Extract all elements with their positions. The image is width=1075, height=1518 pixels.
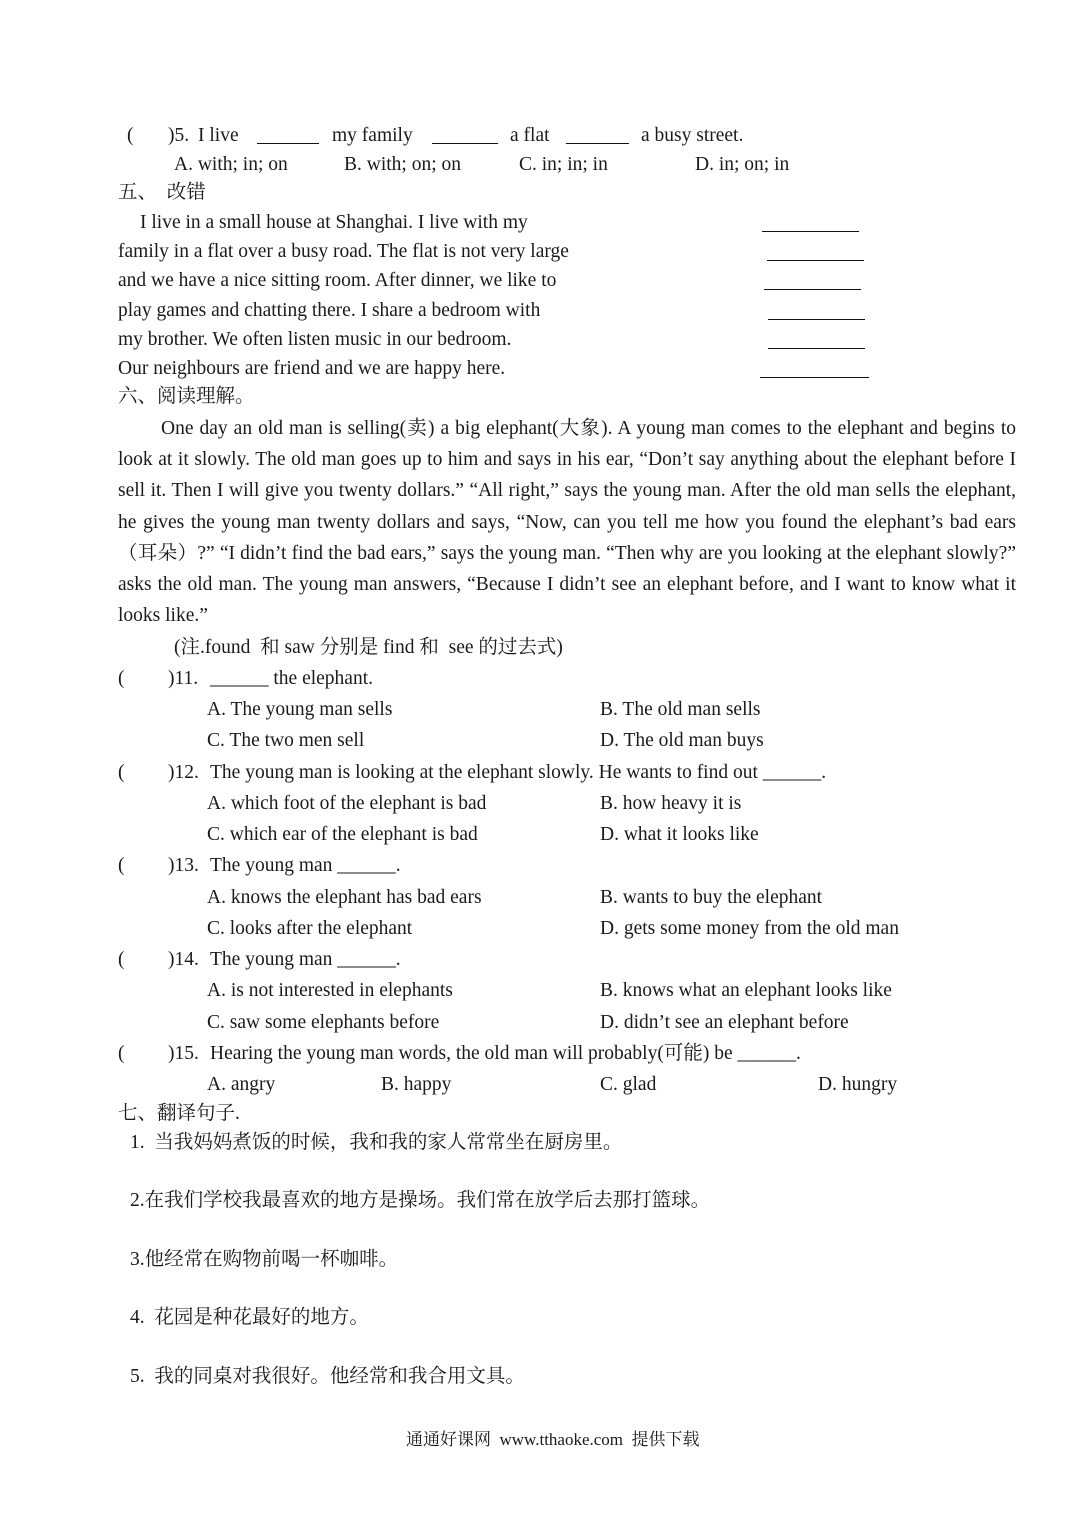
correction-line-6: Our neighbours are friend and we are happy here. <box>118 358 506 379</box>
q15-option-d: D. hungry <box>818 1074 898 1095</box>
q11-option-b: B. The old man sells <box>600 699 761 720</box>
q12-option-b: B. how heavy it is <box>600 793 742 814</box>
q11-stem: ______ the elephant. <box>210 668 373 689</box>
q5-text-3: a flat <box>510 125 550 146</box>
correction-line-3: and we have a nice sitting room. After dinner, we like to <box>118 270 557 291</box>
q5-blank-1[interactable] <box>257 143 319 144</box>
q12-number: )12. <box>168 762 199 783</box>
correction-line-2: family in a flat over a busy road. The flat is not very large <box>118 241 569 262</box>
section5-title: 五、 改错 <box>118 182 206 203</box>
answer-blank-2[interactable] <box>767 260 864 261</box>
q12-option-c: C. which ear of the elephant is bad <box>207 824 478 845</box>
answer-blank-3[interactable] <box>764 289 861 290</box>
q14-paren: ( <box>118 949 125 970</box>
correction-line-5: my brother. We often listen music in our bedroom. <box>118 329 512 350</box>
q5-option-b: B. with; on; on <box>344 154 462 175</box>
q12-option-a: A. which foot of the elephant is bad <box>207 793 487 814</box>
q11-option-c: C. The two men sell <box>207 730 365 751</box>
q14-option-a: A. is not interested in elephants <box>207 980 453 1001</box>
q15-number: )15. <box>168 1043 199 1064</box>
q5-text-2: my family <box>332 125 413 146</box>
translation-item-2: 2.在我们学校我最喜欢的地方是操场。我们常在放学后去那打篮球。 <box>130 1190 711 1211</box>
q5-option-c: C. in; in; in <box>519 154 608 175</box>
answer-blank-6[interactable] <box>760 377 869 378</box>
correction-line-4: play games and chatting there. I share a bedroom with <box>118 300 541 321</box>
q13-option-a: A. knows the elephant has bad ears <box>207 887 482 908</box>
q11-option-d: D. The old man buys <box>600 730 764 751</box>
q13-paren: ( <box>118 855 125 876</box>
q12-option-d: D. what it looks like <box>600 824 759 845</box>
q13-number: )13. <box>168 855 199 876</box>
q5-paren: ( <box>127 125 134 146</box>
q13-option-d: D. gets some money from the old man <box>600 918 899 939</box>
answer-blank-4[interactable] <box>768 319 865 320</box>
q12-stem: The young man is looking at the elephant slowly. He wants to find out ______. <box>210 762 827 783</box>
q14-option-c: C. saw some elephants before <box>207 1012 440 1033</box>
section6-title: 六、阅读理解。 <box>118 386 255 407</box>
q5-number: )5. <box>168 125 190 146</box>
reading-note: (注.found 和 saw 分别是 find 和 see 的过去式) <box>174 637 563 658</box>
q14-option-d: D. didn’t see an elephant before <box>600 1012 849 1033</box>
q14-number: )14. <box>168 949 199 970</box>
q5-text-4: a busy street. <box>641 125 744 146</box>
q13-option-b: B. wants to buy the elephant <box>600 887 823 908</box>
answer-blank-1[interactable] <box>762 231 859 232</box>
q5-text-1: I live <box>198 125 239 146</box>
translation-item-1: 1. 当我妈妈煮饭的时候，我和我的家人常常坐在厨房里。 <box>130 1132 623 1153</box>
q15-option-a: A. angry <box>207 1074 276 1095</box>
q11-paren: ( <box>118 668 125 689</box>
translation-item-3: 3.他经常在购物前喝一杯咖啡。 <box>130 1249 399 1270</box>
correction-line-1: I live in a small house at Shanghai. I live with my <box>140 212 528 233</box>
translation-item-4: 4. 花园是种花最好的地方。 <box>130 1307 369 1328</box>
translation-item-5: 5. 我的同桌对我很好。他经常和我合用文具。 <box>130 1366 525 1387</box>
page-footer: 通通好课网 www.tthaoke.com 提供下载 <box>406 1430 700 1449</box>
q5-blank-2[interactable] <box>432 143 498 144</box>
q11-number: )11. <box>168 668 199 689</box>
q14-stem: The young man ______. <box>210 949 401 970</box>
q15-stem: Hearing the young man words, the old man will probably(可能) be ______. <box>210 1043 801 1064</box>
q5-option-d: D. in; on; in <box>695 154 790 175</box>
q15-option-b: B. happy <box>381 1074 452 1095</box>
q15-paren: ( <box>118 1043 125 1064</box>
q11-option-a: A. The young man sells <box>207 699 393 720</box>
q14-option-b: B. knows what an elephant looks like <box>600 980 892 1001</box>
q5-option-a: A. with; in; on <box>174 154 288 175</box>
section7-title: 七、翻译句子. <box>118 1103 240 1124</box>
q5-blank-3[interactable] <box>566 143 629 144</box>
reading-passage: One day an old man is selling(卖) a big elephant(大象). A young man comes to the elephant and begins to look at it slowly. The old man goes up to him and says in his ear, “Don’t say anything about the elephant before I sell it. Then I will give you twenty dollars.” “All right,” says the young man. After the old man sells the elephant, he gives the young man twenty dollars and says, “Now, can you tell me how you found the elephant’s bad ears（耳朵）?” “I didn’t find the bad ears,” says the young man. “Then why are you looking at the elephant slowly?” asks the old man. The young man answers, “Because I didn’t see an elephant before, and I want to know what it looks like.” <box>118 418 1016 627</box>
q12-paren: ( <box>118 762 125 783</box>
q13-stem: The young man ______. <box>210 855 401 876</box>
answer-blank-5[interactable] <box>768 348 865 349</box>
q15-option-c: C. glad <box>600 1074 657 1095</box>
q13-option-c: C. looks after the elephant <box>207 918 413 939</box>
